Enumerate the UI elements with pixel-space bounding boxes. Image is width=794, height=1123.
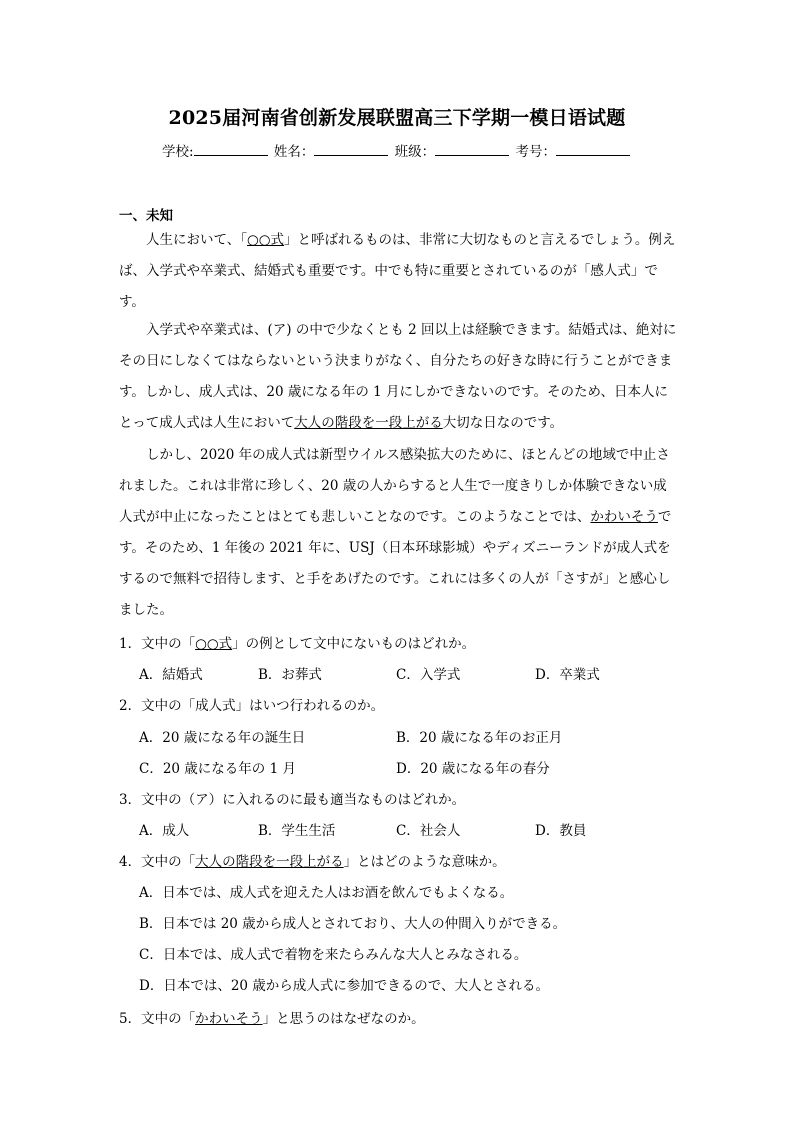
passage-text: 大切な日なのです。 <box>442 415 564 431</box>
school-blank[interactable] <box>194 143 268 156</box>
question-text: 5．文中の「 <box>119 1011 196 1027</box>
question-4 <box>119 850 506 870</box>
question-text: 」と思うのはなぜなのか。 <box>262 1011 425 1027</box>
question-2: 2．文中の「成人式」はいつ行われるのか。 <box>119 698 385 714</box>
underlined-term: ○○式 <box>246 232 285 248</box>
option-3c[interactable]: C．社会人 <box>396 823 461 839</box>
option-1c[interactable]: C．入学式 <box>396 667 461 683</box>
page-title: 2025届河南省创新发展联盟高三下学期一模日语试题 <box>168 107 626 129</box>
option-2c[interactable]: C．20 歳になる年の 1 月 <box>139 761 296 777</box>
passage-paragraph-1 <box>119 225 679 318</box>
option-3d[interactable]: D．教員 <box>535 823 587 839</box>
passage-text: です。そのため、1 年後の 2021 年に、USJ（日本环球影城）やディズニーランドが成人式をするので無料で招待します、と手をあげたのです。これには多くの人が「さすが」と感心しました。 <box>119 509 672 618</box>
question-text: 4．文中の「 <box>119 854 196 870</box>
underlined-term: かわいそう <box>590 509 658 525</box>
option-4b[interactable]: B．日本では 20 歳から成人とされており、大人の仲間入りができる。 <box>139 916 567 932</box>
question-text: 1．文中の「 <box>119 636 196 652</box>
number-label: 考号： <box>515 144 556 160</box>
option-3b[interactable]: B．学生生活 <box>258 823 336 839</box>
name-label: 姓名： <box>273 144 315 160</box>
option-1b[interactable]: B．お葬式 <box>258 667 322 683</box>
name-blank[interactable] <box>314 143 388 156</box>
passage-text: 人生において、「 <box>146 232 247 248</box>
question-3: 3．文中の（ア）に入れるのに最も適当なものはどれか。 <box>119 792 466 808</box>
class-label: 班级： <box>394 144 436 160</box>
passage-paragraph-3 <box>119 440 679 626</box>
option-4a[interactable]: A．日本では、成人式を迎えた人はお酒を飲んでもよくなる。 <box>139 885 514 901</box>
question-text: 」の例として文中にないものはどれか。 <box>232 636 476 652</box>
option-1d[interactable]: D．卒業式 <box>535 667 600 683</box>
underlined-term: 大人の階段を一段上がる <box>195 854 344 870</box>
option-2a[interactable]: A．20 歳になる年の誕生日 <box>139 730 306 746</box>
class-blank[interactable] <box>435 143 509 156</box>
underlined-term: 大人の階段を一段上がる <box>294 415 443 431</box>
question-text: 」とはどのような意味か。 <box>343 854 506 870</box>
question-1 <box>119 632 475 652</box>
option-4c[interactable]: C．日本では、成人式で着物を来たらみんな大人とみなされる。 <box>139 947 528 963</box>
option-1a[interactable]: A．結婚式 <box>139 667 203 683</box>
school-label: 学校: <box>162 144 194 160</box>
underlined-term: ○○式 <box>195 636 233 652</box>
passage-text: しかし、2020 年の成人式は新型ウイルス感染拡大のために、ほとんどの地域で中止されました。これは非常に珍しく、20 歳の人からすると人生で一度きりしか体験できない成人式が中止になったことはとても悲しいことなのです。このようなことでは、 <box>119 447 670 525</box>
passage-paragraph-2 <box>119 315 679 439</box>
student-info-line <box>0 140 794 160</box>
passage-text: 」と呼ばれるものは、非常に大切なものと言えるでしょう。例えば、入学式や卒業式、結婚式も重要です。中でも特に重要とされているのが「感人式」です。 <box>119 232 676 310</box>
section-heading: 一、未知 <box>119 208 173 224</box>
number-blank[interactable] <box>556 143 630 156</box>
option-3a[interactable]: A．成人 <box>139 823 190 839</box>
passage-text: 入学式や卒業式は、(ア) の中で少なくとも 2 回以上は経験できます。結婚式は、絶対にその日にしなくてはならないという決まりがなく、自分たちの好きな時に行うことができます。しかし、成人式は、20 歳になる年の 1 月にしかできないのです。そのため、日本人にとって成人式は人生において <box>119 322 677 431</box>
option-2d[interactable]: D．20 歳になる年の春分 <box>396 761 550 777</box>
underlined-term: かわいそう <box>195 1011 263 1027</box>
question-5 <box>119 1007 425 1027</box>
option-4d[interactable]: D．日本では、20 歳から成人式に参加できるので、大人とされる。 <box>139 978 550 994</box>
option-2b[interactable]: B．20 歳になる年のお正月 <box>396 730 563 746</box>
